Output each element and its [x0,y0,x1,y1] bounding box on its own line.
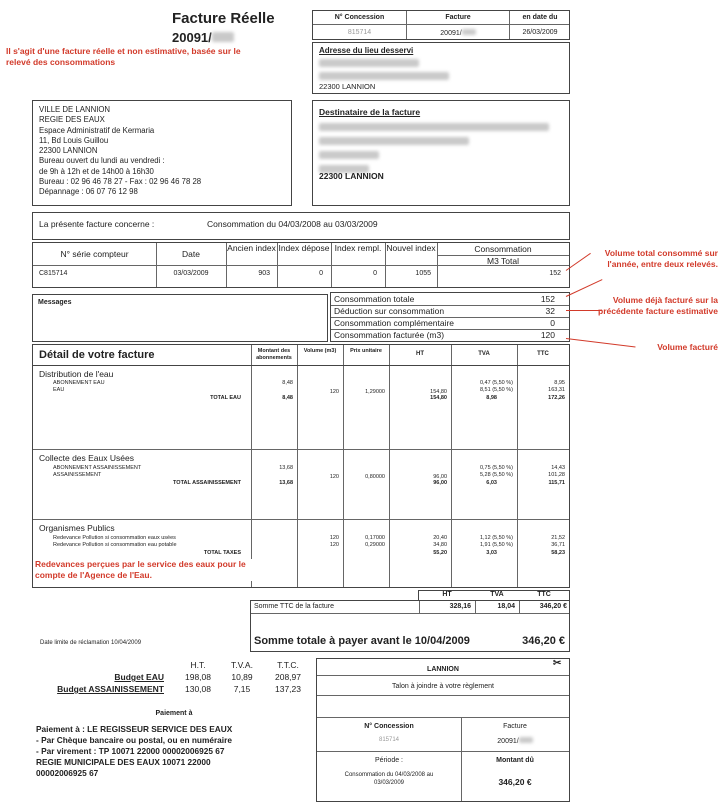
payment-line: Paiement à : LE REGISSEUR SERVICE DES EAUX [36,724,233,734]
date-label: en date du [522,14,558,21]
row-tva: 8,51 (5,50 %) [479,387,513,393]
totals-tva: 18,04 [497,603,515,610]
coupon-subtitle: Talon à joindre à votre règlement [392,683,494,690]
row-tva: 5,28 (5,50 %) [479,472,513,478]
row-volume: 120 [329,542,339,548]
header-info-table [312,10,570,40]
row-abo: 13,68 [279,465,293,471]
budget-label: Budget EAU [114,672,164,682]
meter-header: M3 Total [487,256,519,266]
row-tva: 0,47 (5,50 %) [479,380,513,386]
total-ttc: 58,23 [551,550,565,556]
row-unit-price: 0,80000 [365,474,385,480]
meter-header: Index rempl. [334,243,382,253]
invoice-label: Facture [445,14,471,21]
consumption-value: 0 [550,318,555,328]
row-ttc: 163,31 [548,387,565,393]
row-tva: 1,12 (5,50 %) [479,535,513,541]
redacted-field [462,29,476,35]
coupon-invoice-label: Facture [503,723,527,730]
sender-line: VILLE DE LANNION [39,105,111,114]
row-label: ASSAINISSEMENT [53,472,102,478]
row-label: Redevance Pollution si consommation eaux usées [53,535,176,541]
detail-title: Détail de votre facture [39,349,155,361]
consumption-box [330,292,570,342]
row-ht: 34,80 [433,542,447,548]
consumption-label: Déduction sur consommation [334,306,445,316]
recipient-redacted [319,123,549,175]
coupon-invoice-value-text: 20091/ [497,738,519,745]
meter-total: 152 [549,270,561,277]
sender-line: Bureau : 02 96 46 78 27 - Fax : 02 96 46 78 28 [39,177,202,187]
row-ht: 96,00 [433,474,447,480]
budget-tva: 10,89 [231,672,253,682]
invoice-number [172,30,234,45]
total-tva: 3,03 [486,550,497,556]
budget-ht: 130,08 [185,684,211,694]
meter-removal-index: 0 [319,270,323,277]
row-ttc: 36,71 [551,542,565,548]
note-total-consumption: Volume total consommé sur l'année, entre deux relevés. [604,248,718,269]
note-billed-volume: Volume facturé [657,342,718,352]
totals-header-ht: HT [442,591,452,598]
messages-label: Messages [38,299,72,306]
meter-new-index: 1055 [415,270,431,277]
row-tva: 1,91 (5,50 %) [479,542,513,548]
section-title: Collecte des Eaux Usées [39,453,134,463]
note-real-invoice: Il s'agit d'une facture réelle et non estimative, basée sur le relevé des consommations [6,46,241,67]
concession-value: 815714 [347,29,372,36]
recipient-title: Destinataire de la facture [319,107,421,117]
row-ht: 20,40 [433,535,447,541]
section-title: Organismes Publics [39,523,115,533]
section-total-label: TOTAL EAU [210,395,241,401]
section-total-label: TOTAL ASSAINISSEMENT [173,480,241,486]
messages-box [32,294,328,342]
sender-line: Dépannage : 06 07 76 12 98 [39,187,138,197]
scissors-icon: ✂ [553,658,562,669]
meter-header: Nouvel index [386,243,436,253]
service-address-title: Adresse du lieu desservi [319,46,414,55]
coupon-period-value: Consommation du 04/03/2008 au 03/03/2009 [344,772,434,786]
totals-box [250,600,570,652]
detail-header: TVA [478,351,490,357]
invoice-value [407,29,509,37]
sender-line: de 9h à 12h et de 14h00 à 16h30 [39,166,154,176]
meter-header: Date [182,249,200,259]
row-label: Redevance Pollution si consommation eau potable [53,542,177,548]
row-ttc: 14,43 [551,465,565,471]
row-unit-price: 0,29000 [365,542,385,548]
coupon-invoice-value [461,737,569,745]
recipient-box [312,100,570,206]
redacted-field [519,737,533,743]
row-ttc: 101,28 [548,472,565,478]
claim-deadline: Date limite de réclamation 10/04/2009 [40,640,142,646]
meter-date: 03/03/2009 [173,270,209,277]
totals-ht: 328,16 [449,603,471,610]
totals-ttc: 346,20 € [539,603,567,610]
row-volume: 120 [329,474,339,480]
row-volume: 120 [329,389,339,395]
coupon-concession-label: N° Concession [364,723,414,730]
period-box [32,212,570,240]
total-tva: 6,03 [486,480,497,486]
detail-header: Prix unitaire [350,348,382,354]
coupon-amount-label: Montant dû [496,757,534,764]
row-ttc: 21,52 [551,535,565,541]
total-abo: 8,48 [282,395,293,401]
payment-line: - Par Chèque bancaire ou postal, ou en numéraire [36,735,232,745]
budget-table [36,660,312,700]
budget-tva: 7,15 [233,684,251,694]
redacted-field [212,32,234,42]
total-abo: 13,68 [279,480,293,486]
row-label: EAU [53,387,65,393]
invoice-number-value: 20091/ [172,30,212,45]
consumption-label: Consommation complémentaire [334,318,454,328]
budget-ttc: 137,23 [275,684,301,694]
budget-header: T.V.A. [231,660,253,670]
row-ht: 154,80 [430,389,447,395]
total-ttc: 172,26 [548,395,565,401]
row-volume: 120 [329,535,339,541]
arrow-line [566,310,602,311]
total-ttc: 115,71 [548,480,565,486]
coupon-concession-value: 815714 [378,737,400,743]
sender-line: Espace Administratif de Kermaria [39,125,155,135]
row-unit-price: 1,29000 [365,389,385,395]
row-label: ABONNEMENT ASSAINISSEMENT [53,465,142,471]
totals-header-tva: TVA [490,591,504,598]
meter-header: N° série compteur [60,249,129,259]
detail-table [32,344,570,588]
sender-line: 11, Bd Louis Guillou [39,135,109,145]
coupon-period-label: Période : [374,757,404,764]
detail-header: Montant des abonnements [256,348,292,361]
meter-old-index: 903 [258,270,270,277]
period-label: La présente facture concerne : [39,219,155,229]
total-ht: 154,80 [430,395,447,401]
detail-header: Volume (m3) [303,348,337,354]
payment-title: Paiement à [155,710,193,717]
note-already-billed: Volume déjà facturé sur la précédente facture estimative [598,295,718,316]
note-agency-fees: Redevances perçues par le service des eaux pour le compte de l'Agence de l'Eau. [35,559,255,581]
invoice-value-text: 20091/ [440,30,462,37]
meter-serial: C815714 [39,270,68,277]
payment-coupon [316,658,570,802]
sender-line: Bureau ouvert du lundi au vendredi : [39,156,165,166]
total-ht: 96,00 [433,480,447,486]
meter-table [32,242,570,288]
budget-header: T.T.C. [277,660,299,670]
payment-line: - Par virement : TP 10071 22000 00002006925 67 [36,746,225,756]
detail-header: TTC [537,351,549,357]
service-address-redacted [319,59,449,82]
consumption-label: Consommation totale [334,294,415,304]
amount-due-label: Somme totale à payer avant le 10/04/2009 [254,635,470,647]
payment-line: 00002006925 67 [36,768,99,778]
totals-header [418,590,570,600]
consumption-value: 32 [545,306,555,316]
meter-header: Ancien index [227,243,276,253]
total-ht: 55,20 [433,550,447,556]
row-unit-price: 0,17000 [365,535,385,541]
meter-replacement-index: 0 [373,270,377,277]
payment-instructions [36,724,312,779]
coupon-city: LANNION [427,666,459,673]
section-title: Distribution de l'eau [39,369,114,379]
row-ttc: 8,95 [554,380,565,386]
invoice-title: Facture Réelle [172,10,275,27]
concession-label: N° Concession [334,14,385,21]
service-address-box [312,42,570,94]
consumption-value: 152 [540,294,555,304]
meter-header: Consommation [474,244,532,254]
totals-label: Somme TTC de la facture [254,603,335,610]
consumption-value: 120 [540,330,555,340]
budget-header: H.T. [190,660,206,670]
recipient-city: 22300 LANNION [319,171,384,181]
detail-header: HT [416,351,424,357]
total-tva: 8,98 [486,395,497,401]
budget-label: Budget ASSAINISSEMENT [57,684,164,694]
totals-header-ttc: TTC [537,591,551,598]
service-address-city: 22300 LANNION [319,82,376,91]
meter-header: Index dépose [278,243,330,253]
row-label: ABONNEMENT EAU [53,380,105,386]
sender-line: REGIE DES EAUX [39,115,105,125]
date-value: 26/03/2009 [522,29,558,36]
period-value: Consommation du 04/03/2008 au 03/03/2009 [207,219,378,229]
budget-ht: 198,08 [185,672,211,682]
sender-line: 22300 LANNION [39,146,98,156]
amount-due-value: 346,20 € [522,635,565,647]
sender-box [32,100,292,206]
row-tva: 0,75 (5,50 %) [479,465,513,471]
row-abo: 8,48 [282,380,293,386]
consumption-label: Consommation facturée (m3) [334,330,445,340]
section-total-label: TOTAL TAXES [203,550,241,556]
budget-ttc: 208,97 [275,672,301,682]
payment-line: REGIE MUNICIPALE DES EAUX 10071 22000 [36,757,211,767]
coupon-amount-value: 346,20 € [498,777,532,787]
